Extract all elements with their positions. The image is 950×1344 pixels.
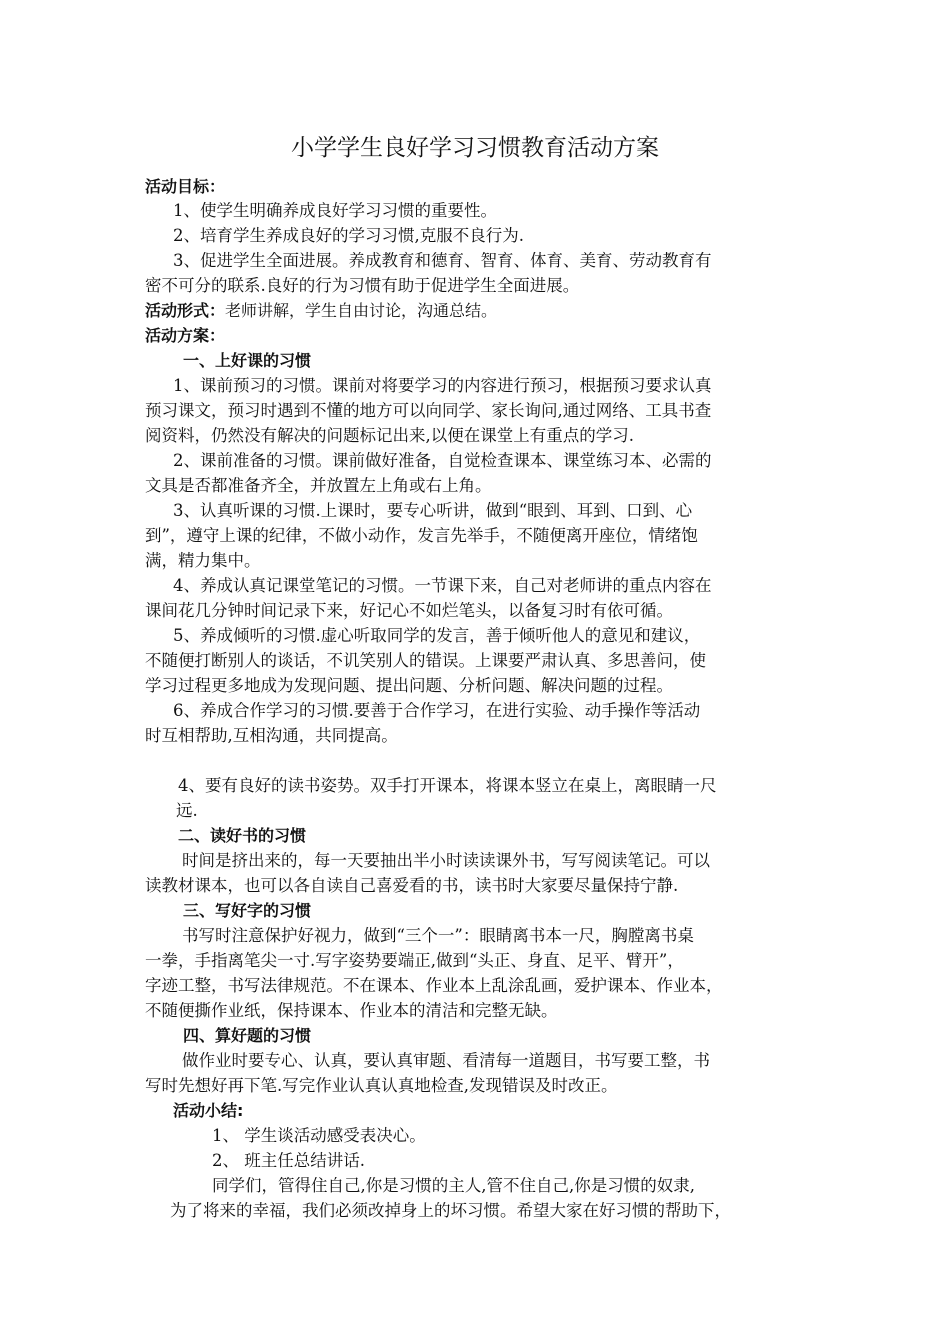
goal-3-line-1: 3、促进学生全面进展。养成教育和德育、智育、体育、美育、劳动教育有 — [173, 251, 712, 270]
s1-p1-line: 1、课前预习的习惯。课前对将要学习的内容进行预习，根据预习要求认真 — [173, 376, 712, 395]
s1-p4-line: 课间花几分钟时间记录下来，好记心不如烂笔头，以备复习时有依可循。 — [145, 601, 673, 620]
s1-p5-line: 不随便打断别人的谈话，不讥笑别人的错误。上课要严肃认真、多思善问，使 — [145, 651, 706, 670]
s1-p1-line: 阅资料，仍然没有解决的问题标记出来,以便在课堂上有重点的学习. — [145, 426, 634, 445]
plan-heading: 活动方案： — [145, 326, 226, 345]
s3-line: 一拳，手指离笔尖一寸.写字姿势要端正,做到“头正、身直、足平、臂开”， — [145, 951, 684, 970]
posture-line: 4、要有良好的读书姿势。双手打开课本，将课本竖立在桌上，离眼睛一尺 — [178, 776, 717, 795]
goal-2: 2、培育学生养成良好的学习习惯,克服不良行为. — [173, 226, 524, 245]
s1-p3-line: 3、认真听课的习惯.上课时，要专心听讲，做到“眼到、耳到、口到、心 — [173, 501, 693, 520]
s1-p5-line: 学习过程更多地成为发现问题、提出问题、分析问题、解决问题的过程。 — [145, 676, 673, 695]
document-title: 小学学生良好学习习惯教育活动方案 — [291, 135, 659, 161]
summary-line-2: 为了将来的幸福，我们必须改掉身上的坏习惯。希望大家在好习惯的帮助下， — [170, 1201, 731, 1220]
goals-heading: 活动目标： — [145, 177, 226, 196]
section-3-heading: 三、写好字的习惯 — [183, 901, 312, 920]
summary-item-2: 2、 班主任总结讲话. — [212, 1151, 365, 1170]
summary-heading: 活动小结: — [173, 1101, 244, 1120]
s4-line: 写时先想好再下笔.写完作业认真认真地检查,发现错误及时改正。 — [145, 1076, 618, 1095]
s2-line: 读教材课本，也可以各自读自己喜爱看的书，读书时大家要尽量保持宁静. — [145, 876, 679, 895]
activity-form — [145, 299, 497, 323]
section-4-heading: 四、算好题的习惯 — [183, 1026, 312, 1045]
s1-p2-line: 2、课前准备的习惯。课前做好准备，自觉检查课本、课堂练习本、必需的 — [173, 451, 712, 470]
s1-p6-line: 时互相帮助,互相沟通，共同提高。 — [145, 726, 398, 745]
s3-line: 字迹工整，书写法律规范。不在课本、作业本上乱涂乱画，爱护课本、作业本， — [145, 976, 723, 995]
form-label: 活动形式： — [145, 301, 226, 320]
section-1-heading: 一、上好课的习惯 — [183, 351, 312, 370]
posture-line: 远. — [176, 801, 198, 820]
s3-line: 书写时注意保护好视力，做到“三个一”：眼睛离书本一尺，胸膛离书桌 — [182, 926, 694, 945]
goal-3-line-2: 密不可分的联系.良好的行为习惯有助于促进学生全面进展。 — [145, 276, 580, 295]
s1-p1-line: 预习课文，预习时遇到不懂的地方可以向同学、家长询问,通过网络、工具书查 — [145, 401, 712, 420]
s1-p6-line: 6、养成合作学习的习惯.要善于合作学习，在进行实验、动手操作等活动 — [173, 701, 701, 720]
s4-line: 做作业时要专心、认真，要认真审题、看清每一道题目，书写要工整，书 — [182, 1051, 710, 1070]
s1-p5-line: 5、养成倾听的习惯.虚心听取同学的发言，善于倾听他人的意见和建议， — [173, 626, 701, 645]
goal-1: 1、使学生明确养成良好学习习惯的重要性。 — [173, 201, 497, 220]
s1-p3-line: 到”，遵守上课的纪律，不做小动作，发言先举手，不随便离开座位，情绪饱 — [145, 526, 698, 545]
summary-item-1: 1、 学生谈活动感受表决心。 — [212, 1126, 426, 1145]
form-text: 老师讲解，学生自由讨论，沟通总结。 — [225, 301, 498, 320]
summary-line-1: 同学们，管得住自己,你是习惯的主人,管不住自己,你是习惯的奴隶, — [212, 1176, 695, 1195]
s1-p4-line: 4、养成认真记课堂笔记的习惯。一节课下来，自己对老师讲的重点内容在 — [173, 576, 712, 595]
s2-line: 时间是挤出来的，每一天要抽出半小时读读课外书，写写阅读笔记。可以 — [182, 851, 710, 870]
s3-line: 不随便撕作业纸，保持课本、作业本的清洁和完整无缺。 — [145, 1001, 558, 1020]
s1-p2-line: 文具是否都准备齐全，并放置左上角或右上角。 — [145, 476, 492, 495]
s1-p3-line: 满，精力集中。 — [145, 551, 261, 570]
section-2-heading: 二、读好书的习惯 — [178, 826, 307, 845]
